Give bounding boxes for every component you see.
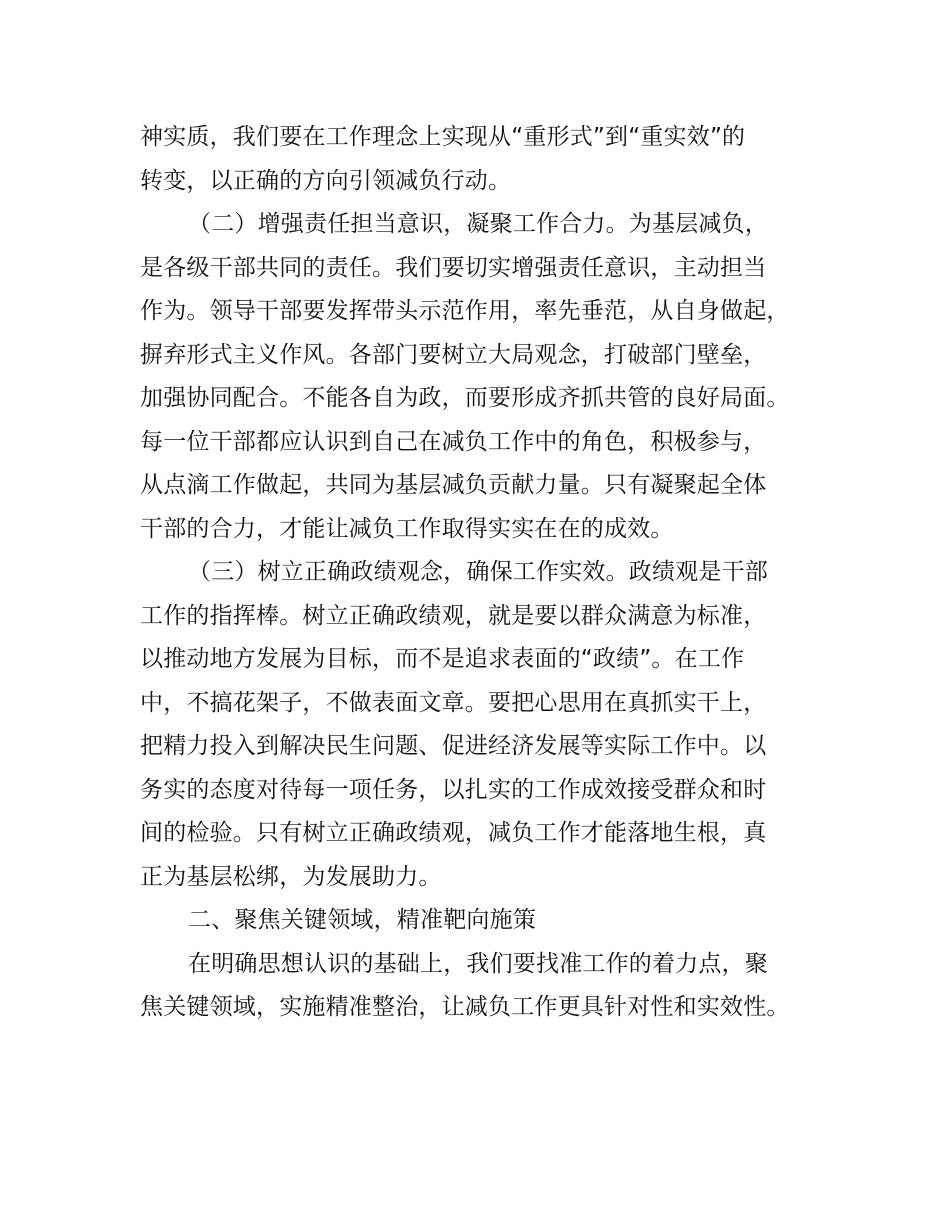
- text-line: 神实质，我们要在工作理念上实现从“重形式”到“重实效”的: [140, 124, 746, 150]
- text-line: 每一位干部都应认识到自己在减负工作中的角色，积极参与，: [140, 428, 767, 455]
- text-line: 务实的态度对待每一项任务，以扎实的工作成效接受群众和时: [140, 776, 767, 803]
- text-line: 干部的合力，才能让减负工作取得实实在在的成效。: [140, 515, 674, 542]
- document-body: [140, 116, 840, 1030]
- text-line: 把精力投入到解决民生问题、促进经济发展等实际工作中。以: [140, 733, 767, 759]
- section-heading-3: （三）树立正确政绩观念，确保工作实效。政绩观是干部: [188, 559, 768, 585]
- text-line: 中，不搞花架子，不做表面文章。要把心思用在真抓实干上，: [140, 689, 767, 716]
- text-line: 焦关键领域，实施精准整治，让减负工作更具针对性和实效性。: [140, 994, 790, 1020]
- paragraph-start: 在明确思想认识的基础上，我们要找准工作的着力点，聚: [188, 950, 768, 977]
- text-line: 正为基层松绑，为发展助力。: [140, 863, 442, 890]
- text-line: 摒弃形式主义作风。各部门要树立大局观念，打破部门壁垒，: [140, 341, 767, 368]
- section-heading-2: （二）增强责任担当意识，凝聚工作合力。为基层减负，: [188, 211, 768, 237]
- text-line: 加强协同配合。不能各自为政，而要形成齐抓共管的良好局面。: [140, 385, 790, 411]
- text-line: 作为。领导干部要发挥带头示范作用，率先垂范，从自身做起，: [140, 298, 790, 324]
- text-line: 间的检验。只有树立正确政绩观，减负工作才能落地生根，真: [140, 820, 767, 846]
- chapter-heading: 二、聚焦关键领域，精准靶向施策: [188, 907, 536, 933]
- text-line: 工作的指挥棒。树立正确政绩观，就是要以群众满意为标准，: [140, 602, 767, 629]
- text-line: 转变，以正确的方向引领减负行动。: [140, 167, 512, 194]
- text-line: 从点滴工作做起，共同为基层减负贡献力量。只有凝聚起全体: [140, 472, 767, 498]
- text-line: 以推动地方发展为目标，而不是追求表面的“政绩”。在工作: [140, 646, 745, 672]
- text-line: 是各级干部共同的责任。我们要切实增强责任意识，主动担当: [140, 254, 767, 281]
